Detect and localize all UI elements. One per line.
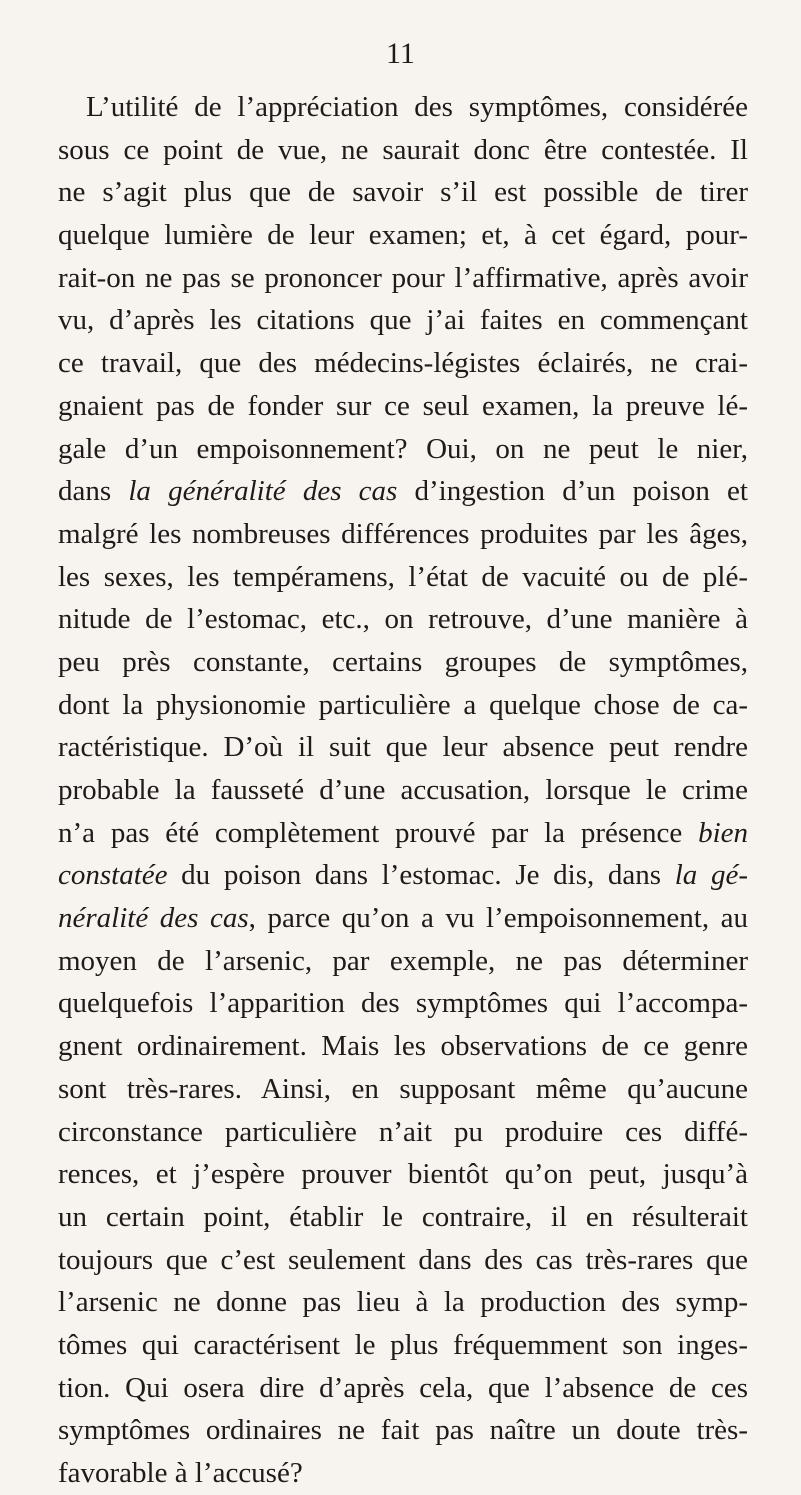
- italic-text: bien: [698, 816, 748, 849]
- text-segment: quelquefois l’apparition des symptômes qui l’accompa-: [58, 987, 748, 1020]
- text-line: [58, 1068, 748, 1111]
- text-line: [58, 171, 748, 214]
- text-segment: vu, d’après les citations que j’ai faites en commençant: [58, 304, 748, 337]
- text-segment: n’a pas été complètement prouvé par la présence: [58, 816, 699, 849]
- text-segment: gale d’un empoisonnement? Oui, on ne peut le nier,: [58, 432, 748, 465]
- text-line: [58, 598, 748, 641]
- text-line: [58, 940, 748, 983]
- body-paragraph: [58, 86, 748, 1495]
- text-line: [58, 641, 748, 684]
- text-line: [58, 428, 748, 471]
- text-line: [58, 1324, 748, 1367]
- text-segment: l’arsenic ne donne pas lieu à la production des symp-: [58, 1286, 748, 1319]
- text-segment: ne s’agit plus que de savoir s’il est possible de tirer: [58, 176, 748, 209]
- text-line: [58, 684, 748, 727]
- text-line: [58, 1153, 748, 1196]
- text-line: [58, 556, 748, 599]
- page-number: 11: [386, 37, 415, 70]
- text-line: [58, 470, 748, 513]
- text-line: [58, 129, 748, 172]
- text-segment: gnaient pas de fonder sur ce seul examen, la preuve lé-: [58, 389, 748, 422]
- text-line: [58, 1111, 748, 1154]
- text-segment: du poison dans l’estomac. Je dis, dans: [167, 859, 675, 892]
- text-segment: d’ingestion d’un poison et: [397, 475, 748, 508]
- text-line: [58, 1452, 748, 1495]
- text-line: [58, 812, 748, 855]
- text-segment: , parce qu’on a vu l’empoisonnement, au: [248, 902, 749, 935]
- text-segment: quelque lumière de leur examen; et, à cet égard, pour-: [58, 219, 748, 252]
- text-segment: rences, et j’espère prouver bientôt qu’on peut, jusqu’à: [58, 1158, 748, 1191]
- text-segment: symptômes ordinaires ne fait pas naître un doute très-: [58, 1414, 748, 1447]
- text-segment: un certain point, établir le contraire, il en résulterait: [58, 1200, 748, 1233]
- text-segment: tômes qui caractérisent le plus fréquemment son inges-: [58, 1328, 748, 1361]
- text-segment: moyen de l’arsenic, par exemple, ne pas déterminer: [58, 944, 748, 977]
- text-line: [58, 1281, 748, 1324]
- text-line: [58, 897, 748, 940]
- italic-text: constatée: [58, 859, 168, 892]
- text-segment: gnent ordinairement. Mais les observations de ce genre: [58, 1030, 748, 1063]
- italic-text: la généralité des cas: [128, 475, 398, 508]
- text-segment: rait-on ne pas se prononcer pour l’affirmative, après avoir: [58, 261, 748, 294]
- text-line: [58, 726, 748, 769]
- text-segment: ractéristique. D’où il suit que leur absence peut rendre: [58, 731, 748, 764]
- text-line: [58, 86, 748, 129]
- text-line: [58, 1025, 748, 1068]
- text-line: [58, 982, 748, 1025]
- text-segment: probable la fausseté d’une accusation, lorsque le crime: [58, 774, 748, 806]
- text-line: [58, 299, 748, 342]
- text-segment: nitude de l’estomac, etc., on retrouve, d’une manière à: [58, 603, 748, 636]
- text-line: [58, 257, 748, 300]
- text-line: [58, 513, 748, 556]
- text-segment: peu près constante, certains groupes de symptômes,: [58, 645, 748, 678]
- text-line: [58, 1239, 748, 1282]
- text-segment: malgré les nombreuses différences produites par les âges,: [58, 517, 748, 550]
- italic-text: néralité des cas: [58, 902, 249, 935]
- text-segment: tion. Qui osera dire d’après cela, que l’absence de ces: [58, 1371, 748, 1404]
- text-line: [58, 1196, 748, 1239]
- text-segment: favorable à l’accusé?: [58, 1457, 303, 1489]
- text-segment: L’utilité de l’appréciation des symptômes, considérée: [86, 91, 748, 123]
- text-segment: toujours que c’est seulement dans des cas très-rares que: [58, 1243, 748, 1276]
- text-segment: sous ce point de vue, ne saurait donc être contestée. Il: [58, 133, 748, 166]
- text-segment: les sexes, les tempéramens, l’état de vacuité ou de plé-: [58, 560, 748, 593]
- text-line: [58, 342, 748, 385]
- text-line: [58, 769, 748, 812]
- text-line: [58, 1367, 748, 1410]
- text-line: [58, 385, 748, 428]
- italic-text: la gé-: [674, 859, 749, 892]
- text-line: [58, 854, 748, 897]
- text-segment: ce travail, que des médecins-légistes éclairés, ne crai-: [58, 347, 748, 380]
- text-segment: circonstance particulière n’ait pu produire ces diffé-: [58, 1115, 748, 1148]
- text-segment: sont très-rares. Ainsi, en supposant même qu’aucune: [58, 1072, 748, 1105]
- text-segment: dans: [58, 475, 129, 508]
- text-line: [58, 214, 748, 257]
- text-segment: dont la physionomie particulière a quelque chose de ca-: [58, 688, 748, 721]
- text-line: [58, 1409, 748, 1452]
